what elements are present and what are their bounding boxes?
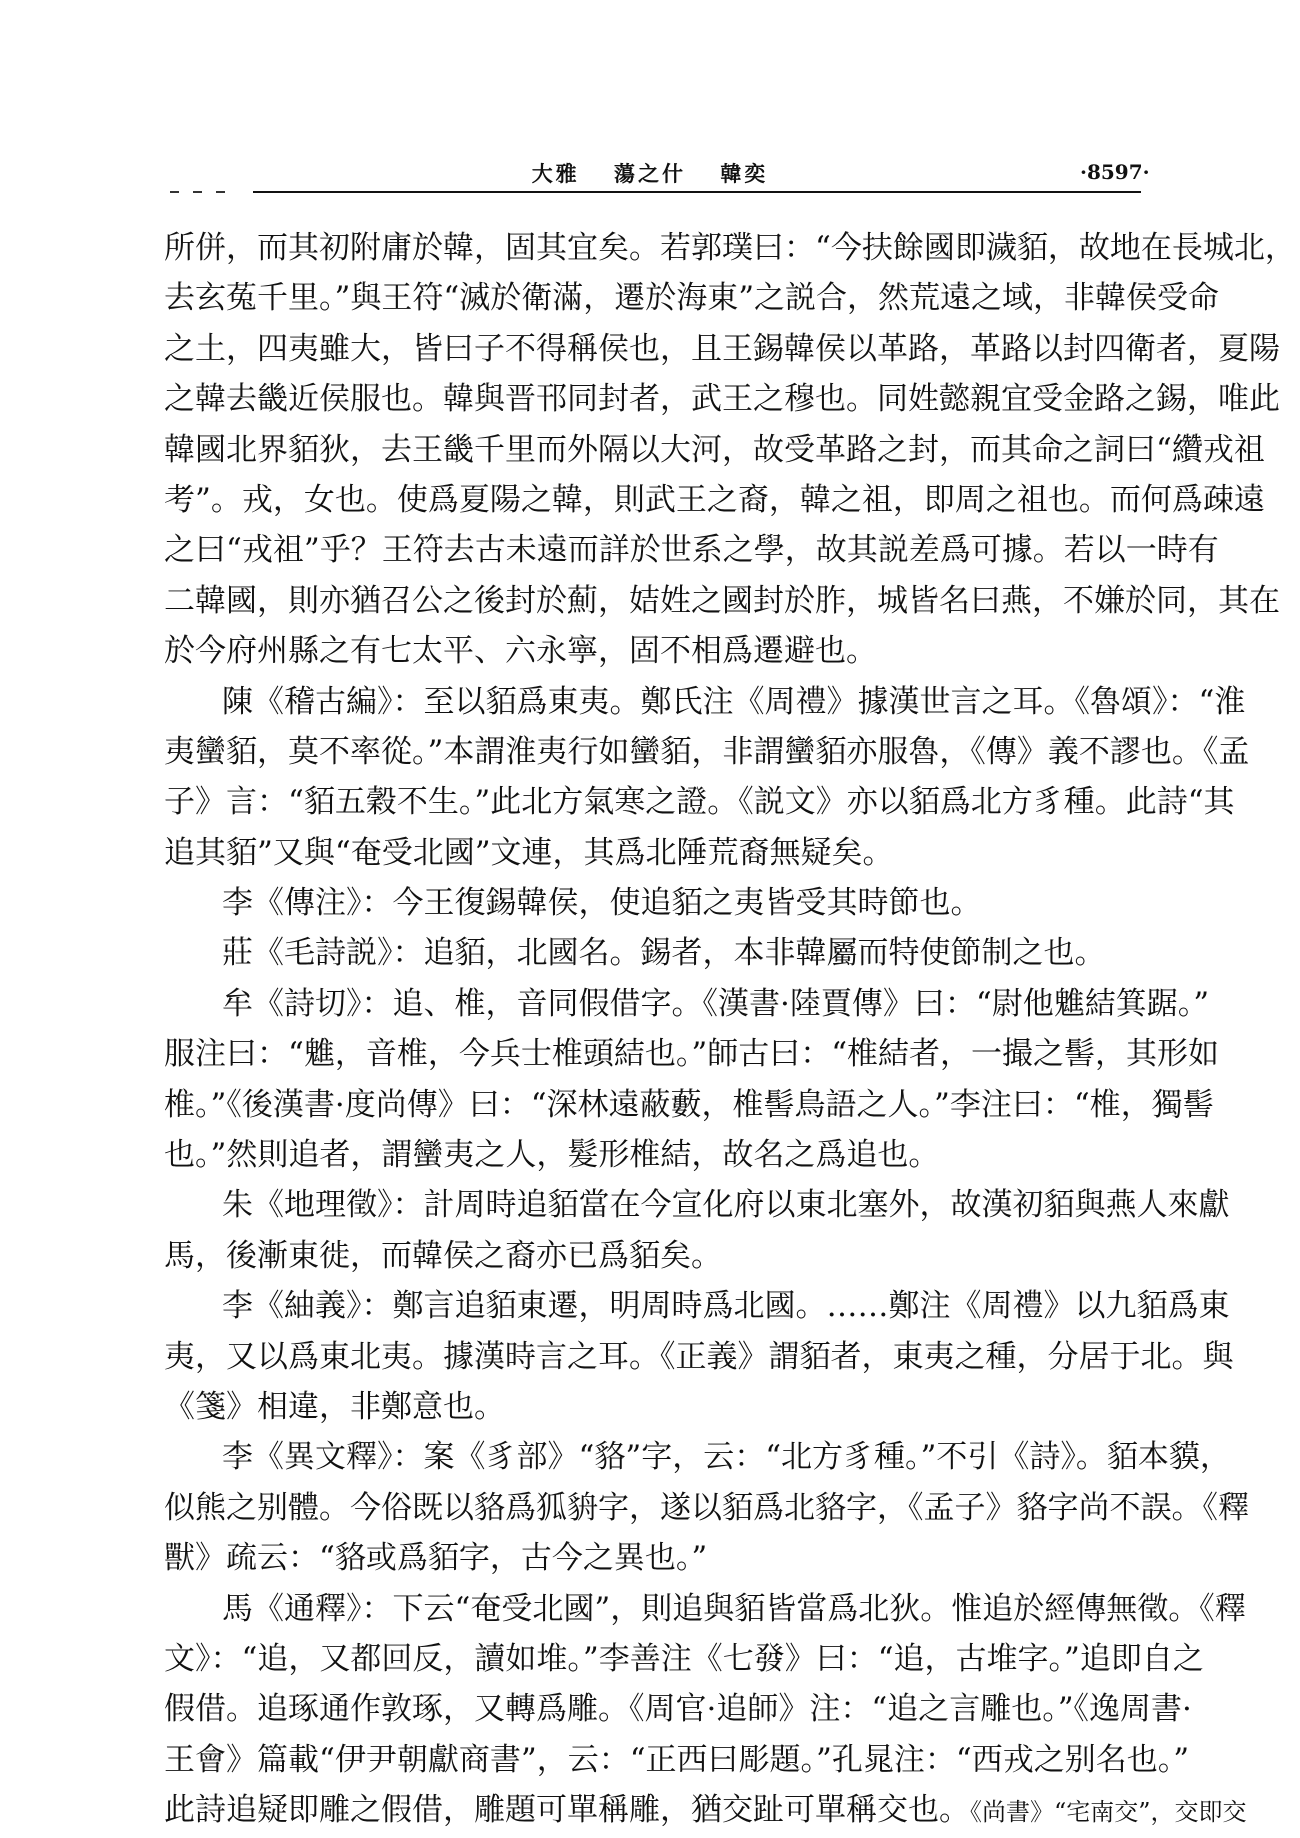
- text-line: [164, 1684, 1192, 1734]
- running-title-chapter: 蕩之什: [614, 161, 686, 186]
- running-title-section: 大雅: [531, 161, 580, 186]
- text-line: [164, 1785, 1247, 1835]
- header-dash: [216, 191, 225, 193]
- text-line-content: 所併，而其初附庸於韓，固其宜矣。若郭璞曰：“今扶餘國即濊貊，故地在長城北，: [164, 230, 1296, 266]
- text-line: [164, 1130, 1141, 1180]
- text-line-content: 莊《毛詩説》：追貊，北國名。錫者，本非韓屬而特使節制之也。: [222, 935, 1106, 972]
- text-line: [164, 878, 1141, 928]
- text-line: [164, 374, 1280, 424]
- text-line-content: 之曰“戎祖”乎？王符去古未遠而詳於世系之學，故其説差爲可據。若以一時有: [164, 532, 1219, 569]
- text-line-content: 牟《詩切》：追、椎，音同假借字。《漢書·陸賈傳》曰：“尉他魋結箕踞。”: [222, 985, 1210, 1022]
- small-annotation: 《尚書》“宅南交”，交即交: [970, 1798, 1247, 1827]
- text-line-content: 李《異文釋》：案《豸部》“貉”字，云：“北方豸種。”不引《詩》。貊本貘，: [222, 1439, 1231, 1476]
- text-line-content: 之土，四夷雖大，皆曰子不得稱侯也，且王錫韓侯以革路，革路以封四衛者，夏陽: [164, 330, 1280, 367]
- page-number: ·8597·: [1080, 160, 1150, 184]
- text-line-content: 朱《地理徵》：計周時追貊當在今宣化府以東北塞外，故漢初貊與燕人來獻: [222, 1187, 1230, 1224]
- text-line-content: 服注曰：“魋，音椎，今兵士椎頭結也。”師古曰：“椎結者，一撮之髻，其形如: [164, 1036, 1220, 1073]
- text-line-content: 文》：“追，又都回反，讀如堆。”李善注《七發》曰：“追，古堆字。”追即自之: [164, 1640, 1204, 1677]
- text-line: [164, 1281, 1230, 1331]
- text-line-content: 之韓去畿近侯服也。韓與晋邗同封者，武王之穆也。同姓懿親宜受金路之錫，唯此: [164, 381, 1280, 418]
- text-line-content: 夷蠻貊，莫不率從。”本謂淮夷行如蠻貊，非謂蠻貊亦服魯，《傳》義不謬也。《孟: [164, 733, 1250, 770]
- text-line: [164, 979, 1210, 1029]
- text-line: [164, 324, 1280, 374]
- text-line-content: 王會》篇載“伊尹朝獻商書”，云：“正西曰彫題。”孔晁注：“西戎之别名也。”: [164, 1741, 1190, 1778]
- text-line: [164, 828, 1141, 878]
- running-title-poem: 韓奕: [720, 161, 769, 186]
- text-line: [164, 1029, 1220, 1079]
- text-line-content: 子》言：“貊五穀不生。”此北方氣寒之證。《説文》亦以貊爲北方豸種。此詩“其: [164, 784, 1235, 821]
- text-line: [164, 1735, 1190, 1785]
- text-line-content: 馬《通釋》：下云“奄受北國”，則追與貊皆當爲北狄。惟追於經傳無徵。《釋: [222, 1590, 1246, 1627]
- text-line-content: 椎。”《後漢書·度尚傳》曰：“深林遠蔽藪，椎髻鳥語之人。”李注曰：“椎，獨髻: [164, 1086, 1214, 1123]
- text-line: [164, 525, 1219, 575]
- text-line-content: 夷，又以爲東北夷。據漢時言之耳。《正義》謂貊者，東夷之種，分居于北。與: [164, 1338, 1234, 1375]
- text-line-content: 李《傳注》：今王復錫韓侯，使追貊之夷皆受其時節也。: [222, 885, 982, 922]
- text-line: [164, 1382, 1141, 1432]
- body-text: [164, 223, 1296, 1836]
- text-line: [164, 1080, 1214, 1130]
- text-line-content: 此詩追疑即雕之假借，雕題可單稱雕，猶交趾可單稱交也。: [164, 1792, 970, 1829]
- text-line: [164, 928, 1141, 978]
- text-line: [164, 1483, 1249, 1533]
- text-line: [164, 475, 1265, 525]
- text-line-content: 於今府州縣之有七太平、六永寧，固不相爲遷避也。: [164, 633, 877, 670]
- text-line: [164, 1584, 1246, 1634]
- text-line: [164, 576, 1280, 626]
- text-line: [164, 223, 1296, 273]
- text-line: [164, 1332, 1234, 1382]
- text-line-content: 馬，後漸東徙，而韓侯之裔亦已爲貊矣。: [164, 1237, 722, 1274]
- header-rule: [253, 191, 1141, 193]
- text-line: [164, 1231, 1141, 1281]
- text-line-content: 假借。追琢通作敦琢，又轉爲雕。《周官·追師》注：“追之言雕也。”《逸周書·: [164, 1691, 1192, 1728]
- text-line-content: 獸》疏云：“貉或爲貊字，古今之異也。”: [164, 1540, 708, 1577]
- text-line-content: 去玄菟千里。”與王符“滅於衛滿，遷於海東”之説合，然荒遠之域，非韓侯受命: [164, 280, 1220, 317]
- text-line: [164, 273, 1220, 323]
- text-line: [164, 1634, 1204, 1684]
- text-line: [164, 425, 1265, 475]
- header-dash: [170, 191, 179, 193]
- text-line: [164, 626, 1141, 676]
- header-dash: [193, 191, 202, 193]
- text-line: [164, 1533, 1141, 1583]
- text-line-content: 二韓國，則亦猶召公之後封於薊，姞姓之國封於胙，城皆名曰燕，不嫌於同，其在: [164, 582, 1280, 619]
- text-line-content: 韓國北界貊狄，去王畿千里而外隔以大河，故受革路之封，而其命之詞曰“纘戎祖: [164, 431, 1265, 468]
- text-line: [164, 1180, 1230, 1230]
- text-line-content: 李《紬義》：鄭言追貊東遷，明周時爲北國。……鄭注《周禮》以九貊爲東: [222, 1288, 1230, 1325]
- text-line-content: 似熊之别體。今俗既以貉爲狐貈字，遂以貊爲北貉字，《孟子》貉字尚不誤。《釋: [164, 1489, 1249, 1526]
- text-line: [164, 727, 1250, 777]
- text-line: [164, 1432, 1231, 1482]
- text-line: [164, 777, 1235, 827]
- text-line-content: 《箋》相違，非鄭意也。: [164, 1388, 505, 1425]
- text-line-content: 追其貊”又與“奄受北國”文連，其爲北陲荒裔無疑矣。: [164, 834, 894, 871]
- text-line-content: 陳《稽古編》：至以貊爲東夷。鄭氏注《周禮》據漢世言之耳。《魯頌》：“淮: [222, 683, 1246, 720]
- text-line-content: 考”。戎，女也。使爲夏陽之韓，則武王之裔，韓之祖，即周之祖也。而何爲疎遠: [164, 481, 1265, 518]
- text-line: [164, 677, 1246, 727]
- text-line-content: 也。”然則追者，謂蠻夷之人，髮形椎結，故名之爲追也。: [164, 1137, 940, 1174]
